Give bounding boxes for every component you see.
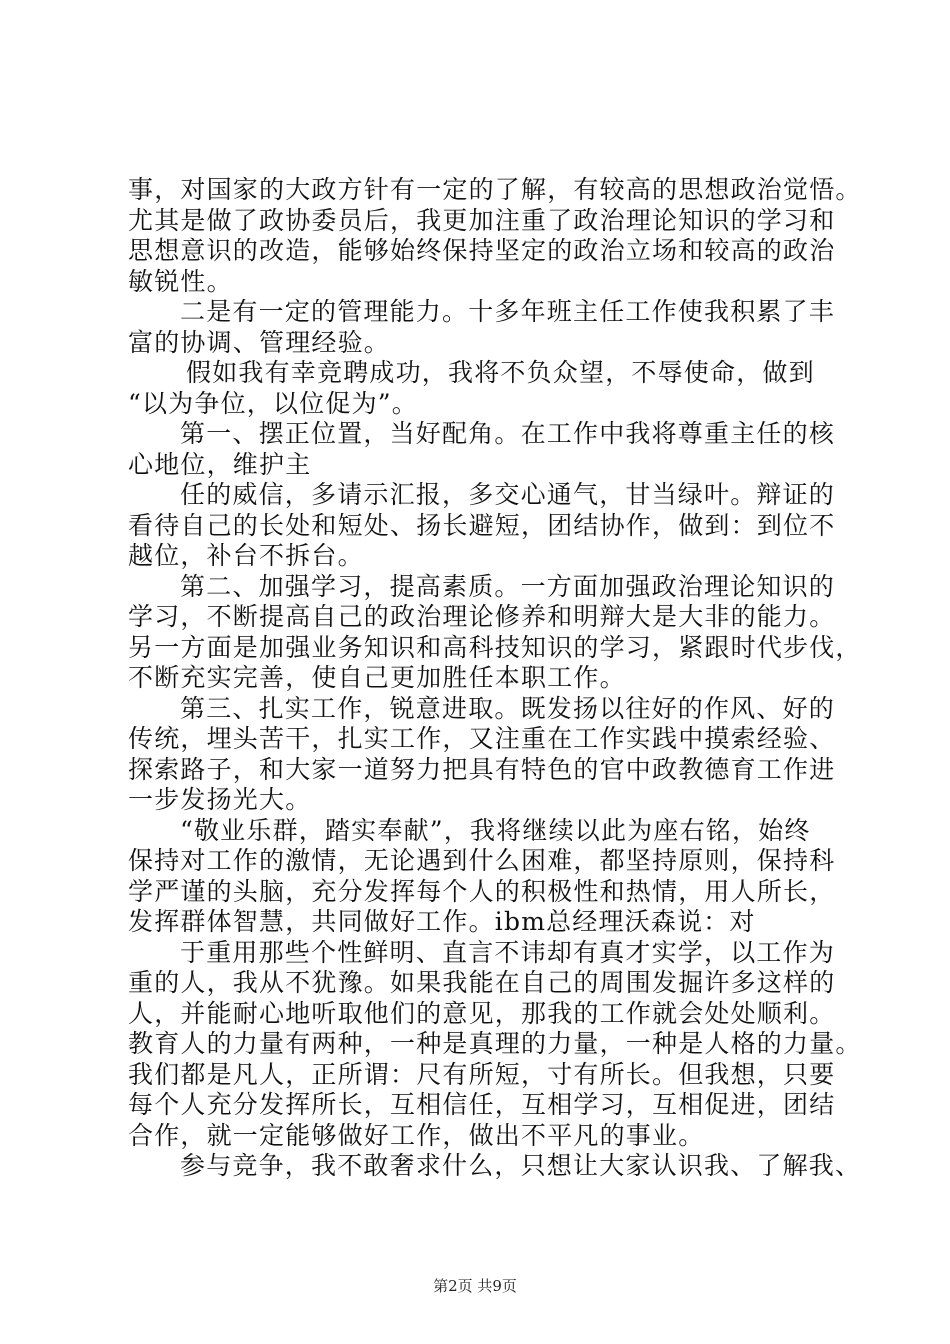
text-line: 另一方面是加强业务知识和高科技知识的学习，紧跟时代步伐， [128, 632, 862, 662]
text-line: 探索路子，和大家一道努力把具有特色的官中政教德育工作进 [128, 754, 836, 784]
text-line: 重的人，我从不犹豫。如果我能在自己的周围发掘许多这样的 [128, 968, 836, 997]
text-line: 传统，埋头苦干，扎实工作，又注重在工作实践中摸索经验、 [128, 724, 836, 753]
text-line: 教育人的力量有两种，一种是真理的力量，一种是人格的力量。 [128, 1029, 862, 1058]
text-line: 人，并能耐心地听取他们的意见，那我的工作就会处处顺利。 [128, 998, 836, 1028]
text-line: 保持对工作的激情，无论遇到什么困难，都坚持原则，保持科 [128, 846, 836, 875]
text-line: 一步发扬光大。 [128, 785, 312, 814]
text-line: 我们都是凡人，正所谓：尺有所短，寸有所长。但我想，只要 [128, 1059, 836, 1089]
text-line: 事，对国家的大政方针有一定的了解，有较高的思想政治觉悟。 [128, 175, 862, 204]
text-line: 第三、扎实工作，锐意进取。既发扬以往好的作风、好的 [180, 693, 836, 723]
text-line: 第二、加强学习，提高素质。一方面加强政治理论知识的 [180, 571, 836, 601]
body-text [128, 175, 862, 1182]
text-line: 思想意识的改造，能够始终保持坚定的政治立场和较高的政治 [128, 236, 836, 265]
text-line: 假如我有幸竞聘成功，我将不负众望，不辱使命，做到 [186, 358, 815, 387]
text-line: 看待自己的长处和短处、扬长避短，团结协作，做到：到位不 [128, 510, 836, 540]
text-line: 学习，不断提高自己的政治理论修养和明辩大是大非的能力。 [128, 602, 836, 631]
text-line: 不断充实完善，使自己更加胜任本职工作。 [128, 663, 626, 692]
text-line: 敏锐性。 [128, 266, 233, 296]
text-line: 尤其是做了政协委员后，我更加注重了政治理论知识的学习和 [128, 205, 836, 235]
text-line: 发挥群体智慧，共同做好工作。ibm总经理沃森说：对 [128, 907, 756, 936]
text-line: 任的威信，多请示汇报，多交心通气，甘当绿叶。辩证的 [180, 480, 836, 509]
text-line: 参与竞争，我不敢奢求什么，只想让大家认识我、了解我、 [180, 1151, 862, 1180]
text-line: 越位，补台不拆台。 [128, 541, 364, 570]
text-line: “敬业乐群，踏实奉献”，我将继续以此为座右铭，始终 [180, 815, 811, 845]
text-line: 合作，就一定能够做好工作，做出不平凡的事业。 [128, 1120, 705, 1150]
text-line: 第一、摆正位置，当好配角。在工作中我将尊重主任的核 [180, 419, 836, 448]
text-line: 富的协调、管理经验。 [128, 327, 391, 357]
text-line: 二是有一定的管理能力。十多年班主任工作使我积累了丰 [180, 297, 836, 326]
text-line: “以为争位，以位促为”。 [128, 388, 418, 418]
text-line: 学严谨的头脑，充分发挥每个人的积极性和热情，用人所长， [128, 876, 836, 906]
page-footer: 第2页 共9页 [433, 1277, 517, 1295]
text-line: 每个人充分发挥所长，互相信任，互相学习，互相促进，团结 [128, 1090, 836, 1119]
text-line: 心地位，维护主 [128, 449, 312, 479]
text-line: 于重用那些个性鲜明、直言不讳却有真才实学，以工作为 [180, 937, 836, 967]
